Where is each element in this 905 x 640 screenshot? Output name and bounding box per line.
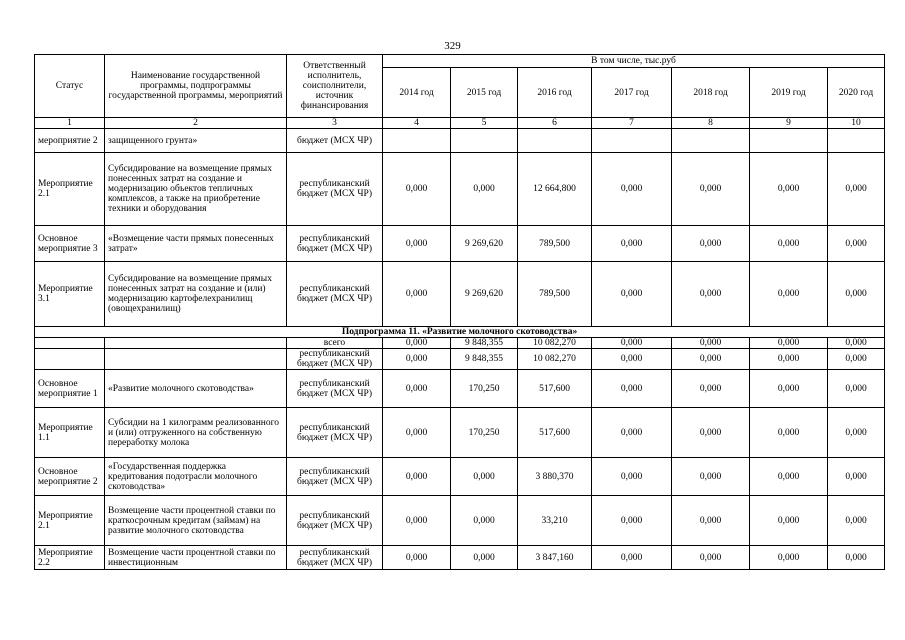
header-name: Наименование государственной программы, подпрограммы государственной программы, мероприятий [105, 55, 287, 118]
responsible-cell: республиканский бюджет (МСХ ЧР) [287, 496, 383, 546]
table-row [35, 262, 885, 327]
name-cell: Субсидии на 1 килограмм реализованного и (или) отгруженного на собственную переработку молока [105, 408, 287, 458]
name-cell: защищенного грунта» [105, 129, 287, 153]
value-cell: 3 880,370 [518, 458, 592, 496]
value-cell: 0,000 [828, 546, 885, 570]
value-cell: 0,000 [750, 458, 828, 496]
value-cell [750, 129, 828, 153]
value-cell [672, 129, 750, 153]
name-cell: «Государственная поддержка кредитования подотрасли молочного скотоводства» [105, 458, 287, 496]
status-cell: мероприятие 2 [35, 129, 105, 153]
value-cell: 0,000 [750, 349, 828, 370]
value-cell: 0,000 [451, 153, 518, 226]
value-cell: 0,000 [828, 370, 885, 408]
value-cell: 0,000 [750, 408, 828, 458]
status-cell: Основное мероприятие 2 [35, 458, 105, 496]
value-cell: 33,210 [518, 496, 592, 546]
value-cell: 9 848,355 [451, 349, 518, 370]
responsible-cell: республиканский бюджет (МСХ ЧР) [287, 408, 383, 458]
col-number: 10 [828, 118, 885, 129]
value-cell: 0,000 [383, 153, 451, 226]
status-cell: Мероприятие 1.1 [35, 408, 105, 458]
value-cell: 0,000 [592, 408, 672, 458]
table-row [35, 226, 885, 262]
value-cell: 0,000 [750, 153, 828, 226]
status-cell: Основное мероприятие 1 [35, 370, 105, 408]
value-cell: 0,000 [672, 262, 750, 327]
value-cell [518, 129, 592, 153]
value-cell: 0,000 [592, 496, 672, 546]
column-number-row [35, 118, 885, 129]
table-row [35, 370, 885, 408]
status-cell: Мероприятие 2.2 [35, 546, 105, 570]
value-cell: 0,000 [750, 370, 828, 408]
status-cell [35, 349, 105, 370]
col-number: 5 [451, 118, 518, 129]
col-number: 4 [383, 118, 451, 129]
responsible-cell: республиканский бюджет (МСХ ЧР) [287, 458, 383, 496]
value-cell: 170,250 [451, 408, 518, 458]
value-cell: 12 664,800 [518, 153, 592, 226]
value-cell: 10 082,270 [518, 349, 592, 370]
value-cell: 0,000 [383, 338, 451, 349]
value-cell: 0,000 [592, 349, 672, 370]
header-status: Статус [35, 55, 105, 118]
responsible-cell: республиканский бюджет (МСХ ЧР) [287, 349, 383, 370]
table-row [35, 338, 885, 349]
table-row [35, 458, 885, 496]
col-number: 6 [518, 118, 592, 129]
value-cell: 0,000 [828, 226, 885, 262]
value-cell: 0,000 [828, 338, 885, 349]
value-cell: 0,000 [750, 226, 828, 262]
value-cell: 789,500 [518, 262, 592, 327]
value-cell: 0,000 [672, 408, 750, 458]
responsible-cell: республиканский бюджет (МСХ ЧР) [287, 262, 383, 327]
responsible-cell: бюджет (МСХ ЧР) [287, 129, 383, 153]
value-cell: 0,000 [672, 546, 750, 570]
value-cell: 0,000 [592, 370, 672, 408]
value-cell: 0,000 [383, 349, 451, 370]
value-cell: 0,000 [383, 408, 451, 458]
value-cell: 0,000 [383, 496, 451, 546]
value-cell: 0,000 [383, 370, 451, 408]
value-cell: 0,000 [451, 496, 518, 546]
col-number: 8 [672, 118, 750, 129]
header-including: В том числе, тыс.руб [383, 55, 885, 68]
subprogram-title: Подпрограмма 11. «Развитие молочного скотоводства» [35, 327, 885, 338]
value-cell: 10 082,270 [518, 338, 592, 349]
value-cell: 0,000 [672, 349, 750, 370]
value-cell: 0,000 [592, 546, 672, 570]
status-cell: Мероприятие 3.1 [35, 262, 105, 327]
value-cell: 3 847,160 [518, 546, 592, 570]
header-year: 2019 год [750, 68, 828, 118]
value-cell: 9 848,355 [451, 338, 518, 349]
col-number: 2 [105, 118, 287, 129]
responsible-cell: республиканский бюджет (МСХ ЧР) [287, 226, 383, 262]
value-cell: 0,000 [592, 226, 672, 262]
value-cell: 517,600 [518, 408, 592, 458]
value-cell: 0,000 [750, 338, 828, 349]
status-cell [35, 338, 105, 349]
name-cell [105, 338, 287, 349]
table-row [35, 129, 885, 153]
col-number: 3 [287, 118, 383, 129]
value-cell: 0,000 [451, 458, 518, 496]
name-cell: Субсидирование на возмещение прямых понесенных затрат на создание и (или) модернизацию картофелехранилищ (овощехранилищ) [105, 262, 287, 327]
header-year: 2018 год [672, 68, 750, 118]
value-cell: 0,000 [750, 496, 828, 546]
subprogram-row [35, 327, 885, 338]
header-year: 2015 год [451, 68, 518, 118]
status-cell: Мероприятие 2.1 [35, 153, 105, 226]
value-cell: 0,000 [828, 349, 885, 370]
status-cell: Мероприятие 2.1 [35, 496, 105, 546]
value-cell: 0,000 [592, 262, 672, 327]
value-cell: 0,000 [672, 153, 750, 226]
name-cell: «Возмещение части прямых понесенных затрат» [105, 226, 287, 262]
header-row-1 [35, 55, 885, 68]
value-cell [592, 129, 672, 153]
value-cell: 9 269,620 [451, 226, 518, 262]
responsible-cell: всего [287, 338, 383, 349]
value-cell: 0,000 [451, 546, 518, 570]
value-cell: 0,000 [750, 262, 828, 327]
value-cell: 0,000 [828, 153, 885, 226]
value-cell: 0,000 [383, 262, 451, 327]
table-body [35, 55, 885, 570]
col-number: 9 [750, 118, 828, 129]
col-number: 1 [35, 118, 105, 129]
value-cell: 0,000 [592, 338, 672, 349]
name-cell: Возмещение части процентной ставки по краткосрочным кредитам (займам) на развитие молочного скотоводства [105, 496, 287, 546]
header-year: 2017 год [592, 68, 672, 118]
name-cell: Возмещение части процентной ставки по инвестиционным [105, 546, 287, 570]
value-cell: 0,000 [672, 338, 750, 349]
value-cell [828, 129, 885, 153]
header-year: 2020 год [828, 68, 885, 118]
value-cell: 789,500 [518, 226, 592, 262]
responsible-cell: республиканский бюджет (МСХ ЧР) [287, 153, 383, 226]
value-cell: 517,600 [518, 370, 592, 408]
col-number: 7 [592, 118, 672, 129]
name-cell: Субсидирование на возмещение прямых понесенных затрат на создание и модернизацию объектов тепличных комплексов, а также на приобретение техники и оборудования [105, 153, 287, 226]
table-row [35, 408, 885, 458]
value-cell: 0,000 [828, 496, 885, 546]
budget-table [34, 54, 885, 570]
table-row [35, 546, 885, 570]
value-cell: 0,000 [672, 458, 750, 496]
value-cell [451, 129, 518, 153]
value-cell: 0,000 [672, 226, 750, 262]
value-cell: 0,000 [672, 370, 750, 408]
value-cell: 0,000 [592, 153, 672, 226]
value-cell: 0,000 [592, 458, 672, 496]
responsible-cell: республиканский бюджет (МСХ ЧР) [287, 546, 383, 570]
status-cell: Основное мероприятие 3 [35, 226, 105, 262]
name-cell: «Развитие молочного скотоводства» [105, 370, 287, 408]
value-cell: 9 269,620 [451, 262, 518, 327]
value-cell: 170,250 [451, 370, 518, 408]
value-cell: 0,000 [828, 262, 885, 327]
header-year: 2014 год [383, 68, 451, 118]
value-cell [383, 129, 451, 153]
page-number: 329 [444, 40, 461, 52]
table-row [35, 349, 885, 370]
responsible-cell: республиканский бюджет (МСХ ЧР) [287, 370, 383, 408]
table-row [35, 496, 885, 546]
header-year: 2016 год [518, 68, 592, 118]
value-cell: 0,000 [383, 226, 451, 262]
header-responsible: Ответственный исполнитель, соисполнители, источник финансирования [287, 55, 383, 118]
value-cell: 0,000 [672, 496, 750, 546]
value-cell: 0,000 [828, 458, 885, 496]
value-cell: 0,000 [750, 546, 828, 570]
value-cell: 0,000 [828, 408, 885, 458]
table-row [35, 153, 885, 226]
value-cell: 0,000 [383, 458, 451, 496]
name-cell [105, 349, 287, 370]
value-cell: 0,000 [383, 546, 451, 570]
